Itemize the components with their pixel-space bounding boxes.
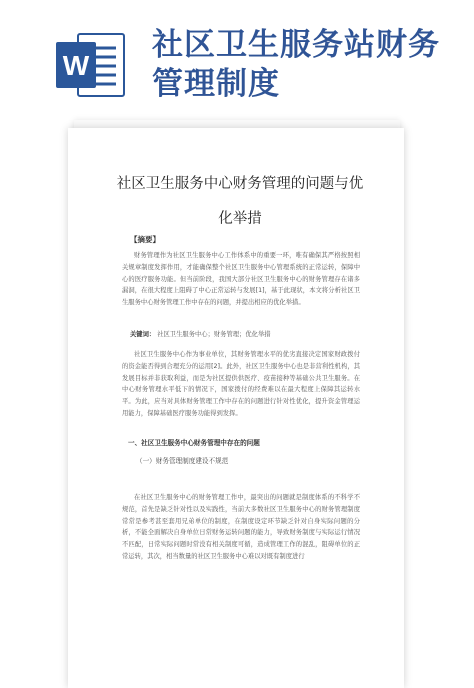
header-banner <box>0 0 474 120</box>
word-icon-letter: W <box>62 50 90 81</box>
abstract-paragraph: 财务管理作为社区卫生服务中心工作体系中的重要一环，唯有确保其严格按照相关规章制度发挥作用，才能确保整个社区卫生服务中心管理系统的正常运转，保障中心的医疗服务功能。但当前阶段，我国大部分社区卫生服务中心的财务管理存在诸多漏洞，在很大程度上阻碍了中心正常运转与发展[1]，基于此现状，本文将分析社区卫生服务中心财务管理工作中存在的问题，并提出相应的优化举措。 <box>122 252 360 307</box>
banner-title: 社区卫生服务站财务管理制度 <box>152 27 440 102</box>
keywords-line <box>130 329 271 338</box>
keywords-label: 关键词： <box>130 331 156 338</box>
section-title: 一、社区卫生服务中心财务管理中存在的问题 <box>128 439 260 447</box>
document-heading: 社区卫生服务中心财务管理的问题与优化举措 <box>116 176 364 227</box>
word-document-icon <box>54 30 128 100</box>
body-paragraph: 在社区卫生服务中心的财务管理工作中，最突出的问题就是制度体系的不科学不规范，首先是缺乏针对性以及实践性，当前大多数社区卫生服务中心的财务管理制度常常是参考甚至套用兄弟单位的制度，在制度设定环节缺乏针对自身实际问题的分析，不能全面解决自身单位日常财务运转问题的能力，导致财务制度与实际运行情况不匹配，日常实际问题时常没有相关制度可循，造成管理工作的混乱，阻碍单位的正常运转，其次，相当数量的社区卫生服务中心难以对既有制度进行 <box>122 494 360 560</box>
abstract-label: 【摘要】 <box>130 235 160 244</box>
keywords-text: 社区卫生服务中心；财务管理；优化举措 <box>157 331 271 338</box>
intro-paragraph: 社区卫生服务中心作为事业单位，其财务管理水平的优劣直接决定国家财政拨付的资金能否得到合理充分的运用[2]。此外，社区卫生服务中心也是非营利性机构，其发展目标并非获取利益，而是为社区提供供医疗、疫苗接种等基础公共卫生服务。在中心财务管理水平低下的情况下，国家拨付的经费难以在最大程度上保障其运转水平。为此，应当对具体财务管理工作中存在的问题进行针对性优化，提升资金管理运用能力，保障基础医疗服务功能得到发挥。 <box>122 351 360 417</box>
subsection-title: （一）财务管理制度建设不规范 <box>136 457 229 465</box>
